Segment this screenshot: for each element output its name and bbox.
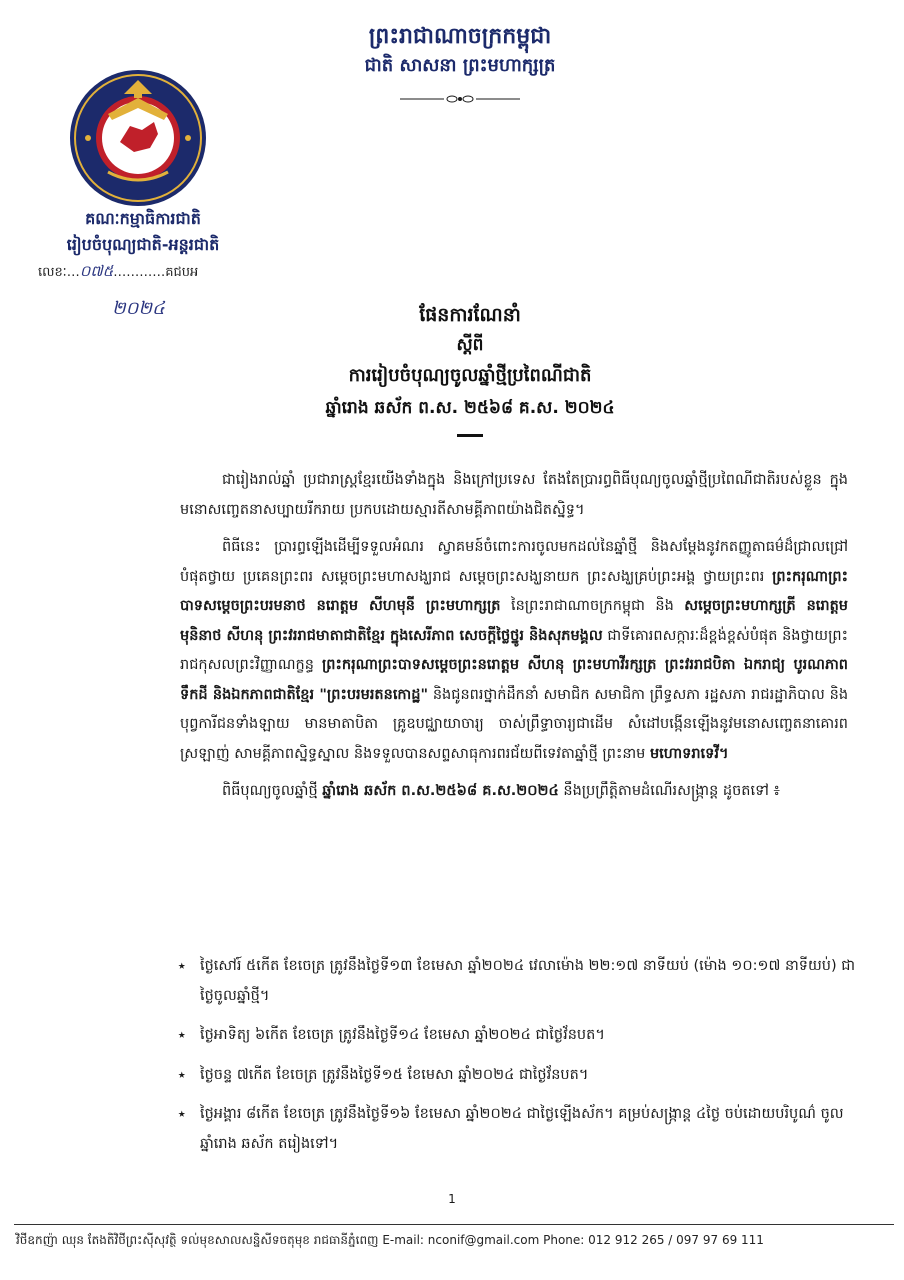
p2-text-g: និងជូនពរថ្នាក់ដឹកនាំ សមាជិក សមាជិកា ព្រឹទ្ធសភា រដ្ឋសភា រាជរដ្ឋាភិបាល និងបុព្វការីជនទាំងឡាយ មានមាតាបិតា គ្រូឧបជ្ឈាយាចារ្យ ចាស់ព្រឹទ្ធាចារ្យជាដើម សំដៅបង្កើនឡើងនូវមនោសញ្ចេតនាគោរពស្រឡាញ់ សាមគ្គីភាពស្និទ្ធស្នាល និងទទួលបានសព្ទសាធុការពរជ័យពីទេវតាឆ្នាំថ្មី ព្រះនាម [180,686,849,762]
paragraph-3 [180,777,848,807]
list-item [178,1061,858,1091]
footer [16,1232,896,1250]
national-motto: ជាតិ សាសនា ព្រះមហាក្សត្រ [364,55,556,76]
list-item [178,1021,858,1051]
p2-text-e: ជាទីគោរពសក្ការៈដ៏ខ្ពង់ខ្ពស់បំផុត និងថ្វាយព្រះរាជកុសលព្រះវិញ្ញាណក្ខន្ធ [180,627,849,673]
document-body [180,466,848,811]
paragraph-2 [180,533,848,769]
list-item-text: ថ្ងៃចន្ទ ៧កើត ខែចេត្រ ត្រូវនឹងថ្ងៃទី១៥ ខែមេសា ឆ្នាំ២០២៤ ជាថ្ងៃវ័នបត។ [200,1066,589,1083]
footer-email[interactable]: E-mail: nconif@gmail.com [382,1233,540,1247]
p2-text-a: ពិធីនេះ ប្រារព្ធឡើងដើម្បីទទួលអំណរ ស្វាគមន៍ចំពោះការចូលមកដល់នៃឆ្នាំថ្មី និងសម្តែងនូវកតញ្ញូតាធម៌ដ៏ជ្រាលជ្រៅបំផុតថ្វាយ ប្រគេនព្រះពរ សម្តេចព្រះមហាសង្ឃរាជ សម្តេចព្រះសង្ឃនាយក ព្រះសង្ឃគ្រប់ព្រះអង្គ ថ្វាយព្រះពរ [180,539,848,585]
kingdom-title: ព្រះរាជាណាចក្រកម្ពុជា [368,24,552,49]
list-item-text: ថ្ងៃអាទិត្យ ៦កើត ខែចេត្រ ត្រូវនឹងថ្ងៃទី១៤ ខែមេសា ឆ្នាំ២០២៤ ជាថ្ងៃវ័នបត។ [200,1027,605,1043]
schedule-list [178,952,858,1169]
star-bullet-icon: ⭑ [178,1066,186,1083]
footer-divider [14,1224,894,1225]
ref-suffix: គជបអ [165,265,199,280]
ornament-divider [400,94,520,104]
title-line-2: ស្តីពី [456,335,484,355]
title-line-4: ឆ្នាំរោង ឆស័ក ព.ស. ២៥៦៨ គ.ស. ២០២៤ [325,398,615,418]
document-title [220,300,720,437]
p2-queen-mother-name: សម្តេចព្រះមហាក្សត្រី នរោត្តម មុនិនាថ សីហនុ ព្រះវររាជមាតាជាតិខ្មែរ ក្នុងសេរីភាព សេចក្តីថ្លៃថ្នូរ និងសុភមង្គល [180,598,848,644]
p2-text-c: នៃព្រះរាជាណាចក្រកម្ពុជា និង [510,598,674,614]
org-line-2: រៀបចំបុណ្យជាតិ-អន្តរជាតិ [66,235,220,254]
page-number: 1 [448,1192,456,1206]
star-bullet-icon: ⭑ [178,1106,186,1122]
ref-number-handwritten: ០៧៥ [79,262,114,280]
paragraph-1: ជារៀងរាល់ឆ្នាំ ប្រជារាស្ត្រខ្មែរយើងទាំងក្នុង និងក្រៅប្រទេស តែងតែប្រារព្ធពិធីបុណ្យចូលឆ្នាំថ្មីប្រពៃណីជាតិរបស់ខ្លួន ក្នុងមនោសញ្ចេតនាសប្បាយរីករាយ ប្រកបដោយស្មារតីសាមគ្គីភាពយ៉ាងជិតស្និទ្ធ។ [180,472,848,518]
p2-new-year-angel: មហោទរាទេវី។ [649,745,729,762]
star-bullet-icon: ⭑ [178,958,186,974]
committee-logo [68,68,208,208]
p2-king-name: ព្រះករុណាព្រះបាទសម្តេចព្រះបរមនាថ នរោត្តម សីហមុនី ព្រះមហាក្សត្រ [180,568,849,614]
title-divider [457,434,483,437]
title-line-3: ការរៀបចំបុណ្យចូលឆ្នាំថ្មីប្រពៃណីជាតិ [348,365,592,386]
ref-label: លេខៈ [38,265,67,280]
list-item [178,1100,858,1159]
p2-king-father-name: ព្រះករុណាព្រះបាទសម្តេចព្រះនរោត្តម សីហនុ ព្រះមហាវីរក្សត្រ ព្រះវររាជបិតា ឯករាជ្យ បូរណភាពទឹកដី និងឯកភាពជាតិខ្មែរ "ព្រះបរមរតនកោដ្ឋ" [180,657,848,703]
p3-text-a: ពិធីបុណ្យចូលឆ្នាំថ្មី [222,783,318,799]
p3-year-name: ឆ្នាំរោង ឆស័ក ព.ស.២៥៦៨ គ.ស.២០២៤ [322,783,559,799]
kingdom-header [300,22,620,104]
footer-address: វិថីឧកញ៉ា ឈុន តែងតិវិថីព្រះស៊ីសុវត្ថិ ទល់មុខសាលសន្និសីទចតុមុខ រាជធានីភ្នំពេញ [16,1233,379,1247]
reference-date-handwritten: ២០២៤ [112,298,165,319]
list-item [178,952,858,1011]
p3-text-c: នឹងប្រព្រឹត្តិតាមដំណើរសង្ក្រាន្ត ដូចតទៅ ៖ [563,783,780,799]
reference-number: លេខៈ…០៧៥…………គជបអ [38,262,199,280]
list-item-text: ថ្ងៃសៅរ៍ ៥កើត ខែចេត្រ ត្រូវនឹងថ្ងៃទី១៣ ខែមេសា ឆ្នាំ២០២៤ វេលាម៉ោង ២២:១៧ នាទីយប់ (ម៉ោង ១០:១៧ នាទីយប់) ជាថ្ងៃចូលឆ្នាំថ្មី។ [200,958,856,1004]
org-line-1: គណៈកម្មាធិការជាតិ [85,209,201,228]
star-bullet-icon: ⭑ [178,1027,186,1043]
footer-phone: Phone: 012 912 265 / 097 97 69 111 [543,1233,764,1247]
title-line-1: ផែនការណែនាំ [419,304,521,326]
organization-name [38,206,248,258]
list-item-text: ថ្ងៃអង្គារ ៨កើត ខែចេត្រ ត្រូវនឹងថ្ងៃទី១៦ ខែមេសា ឆ្នាំ២០២៤ ជាថ្ងៃឡើងស័ក។ គម្រប់សង្ក្រាន្ត ៤ថ្ងៃ ចប់ដោយបរិបូណ៌ ចូលឆ្នាំរោង ឆស័ក តរៀងទៅ។ [200,1106,844,1152]
